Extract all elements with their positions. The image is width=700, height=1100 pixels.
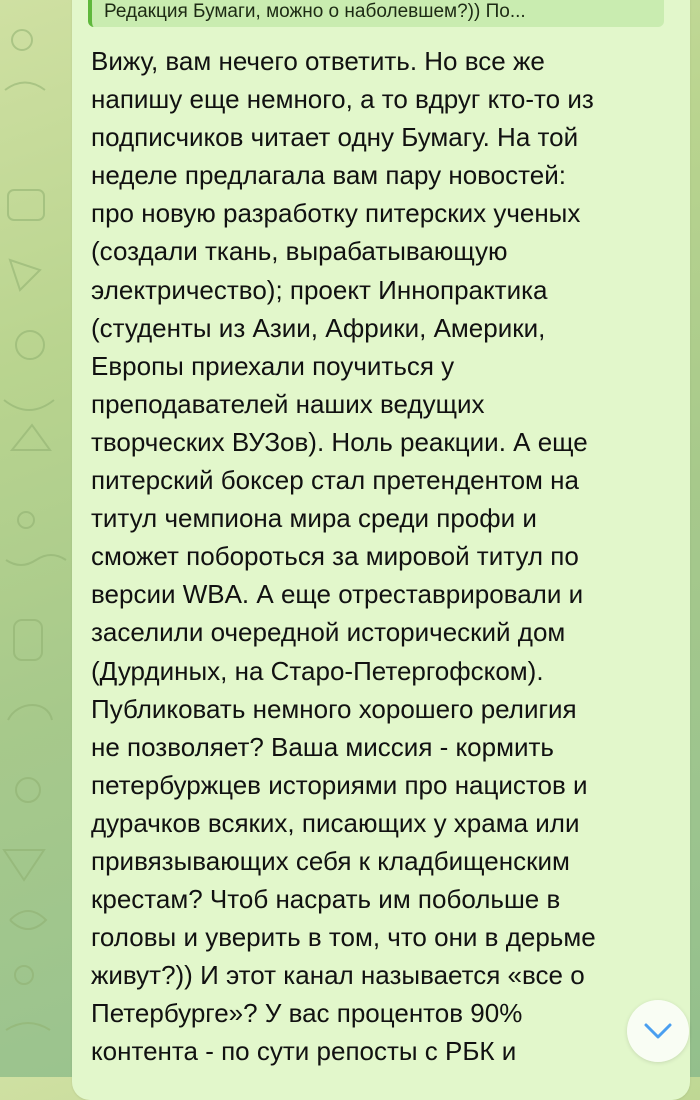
chevron-down-icon bbox=[643, 1022, 673, 1040]
reply-preview-text: Редакция Бумаги, можно о наболевшем?)) По... bbox=[104, 1, 526, 22]
reply-preview[interactable] bbox=[88, 0, 664, 27]
scroll-down-button[interactable] bbox=[627, 1000, 689, 1062]
message-text: Вижу, вам нечего ответить. Но все же напишу еще немного, а то вдруг кто-то из подписчиков читает одну Бумагу. На той неделе предлагала вам пару новостей: про новую разработку питерских ученых (создали ткань, вырабатывающую электричество); проект Иннопрактика (студенты из Азии, Африки, Америки, Европы приехали поучиться у преподавателей наших ведущих творческих ВУЗов). Ноль реакции. А еще питерский боксер стал претендентом на титул чемпиона мира среди профи и сможет побороться за мировой титул по версии WBA. А еще отреставрировали и заселили очередной исторический дом (Дурдиных, на Старо-Петергофском). Публиковать немного хорошего религия не позволяет? Ваша миссия - кормить петербуржцев историями про нацистов и дурачков всяких, писающих у храма или привязывающих себя к кладбищенским крестам? Чтоб насрать им побольше в головы и уверить в том, что они в дерьме живут?)) И этот канал называется «все о Петербурге»? У вас процентов 90% контента - по сути репосты с РБК и bbox=[91, 46, 596, 1067]
